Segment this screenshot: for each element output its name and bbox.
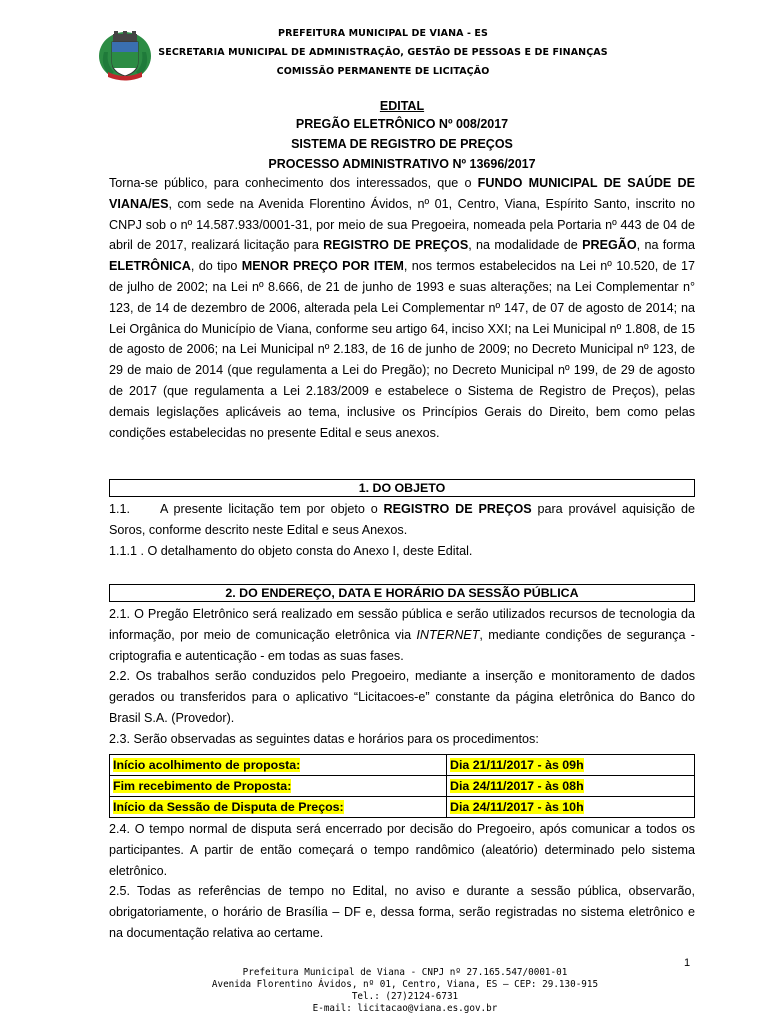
title-pregao: PREGÃO ELETRÔNICO Nº 008/2017 [295, 117, 509, 131]
title-edital: EDITAL [379, 99, 425, 113]
title-sistema: SISTEMA DE REGISTRO DE PREÇOS [291, 137, 513, 151]
footer-cnpj: Prefeitura Municipal de Viana - CNPJ nº 27.165.547/0001-01 [242, 967, 568, 978]
header-secretaria: SECRETARIA MUNICIPAL DE ADMINISTRAÇÃO, GESTÃO DE PESSOAS E DE FINANÇAS [158, 47, 608, 58]
table-row [110, 755, 695, 776]
paragraph-2-2: 2.2. Os trabalhos serão conduzidos pelo Pregoeiro, mediante a inserção e monitoramento de dados gerados ou transferidos para o aplicativo “Licitacoes-e” constante da página eletrônica do Banco do Brasil S.A. (Provedor). [109, 669, 695, 725]
date-label: Início acolhimento de proposta: [113, 758, 301, 772]
document-titles [109, 98, 695, 174]
paragraph-2-5: 2.5. Todas as referências de tempo no Edital, no aviso e durante a sessão pública, observarão, obrigatoriamente, o horário de Brasília – DF e, dessa forma, serão registradas no sistema eletrônico e na documentação relativa ao certame. [109, 884, 695, 940]
paragraph-2-3: 2.3. Serão observadas as seguintes datas e horários para os procedimentos: [109, 731, 539, 746]
paragraph-1-1: 1.1. A presente licitação tem por objeto o REGISTRO DE PREÇOS para provável aquisição de Soros, conforme descrito neste Edital e seus Anexos. [109, 502, 695, 537]
date-label: Fim recebimento de Proposta: [113, 779, 292, 793]
date-value: Dia 21/11/2017 - às 09h [450, 758, 584, 772]
title-processo: PROCESSO ADMINISTRATIVO Nº 13696/2017 [268, 157, 536, 171]
document-footer [150, 967, 660, 1015]
table-row [110, 776, 695, 797]
section-1-body [109, 499, 695, 561]
date-value: Dia 24/11/2017 - às 10h [450, 800, 584, 814]
section-2-heading: 2. DO ENDEREÇO, DATA E HORÁRIO DA SESSÃO PÚBLICA [109, 584, 695, 602]
date-label: Início da Sessão de Disputa de Preços: [113, 800, 344, 814]
header-prefeitura: PREFEITURA MUNICIPAL DE VIANA - ES [278, 28, 488, 39]
dates-table [109, 754, 695, 818]
section-2-body [109, 604, 695, 750]
paragraph-1-1-1: 1.1.1 . O detalhamento do objeto consta do Anexo I, deste Edital. [109, 543, 473, 558]
footer-phone: Tel.: (27)2124-6731 [351, 991, 459, 1002]
header-comissao: COMISSÃO PERMANENTE DE LICITAÇÃO [276, 66, 490, 77]
section-2-continued [109, 819, 695, 944]
paragraph-2-4: 2.4. O tempo normal de disputa será encerrado por decisão do Pregoeiro, após comunicar a todos os participantes. A partir de então começará o tempo randômico (aleatório) determinado pelo sistema eletrônico. [109, 822, 695, 878]
date-value: Dia 24/11/2017 - às 08h [450, 779, 584, 793]
section-1-heading: 1. DO OBJETO [109, 479, 695, 497]
footer-email-line: E-mail: licitacao@viana.es.gov.br [312, 1003, 498, 1014]
footer-email-link[interactable]: licitacao@viana.es.gov.br [357, 1003, 498, 1014]
footer-address: Avenida Florentino Ávidos, nº 01, Centro, Viana, ES – CEP: 29.130-915 [211, 979, 599, 990]
paragraph-2-1: 2.1. O Pregão Eletrônico será realizado em sessão pública e serão utilizados recursos de tecnologia da informação, por meio de comunicação eletrônica via INTERNET, mediante condições de segurança - criptografia e autenticação - em todas as suas fases. [109, 607, 695, 663]
document-header [96, 24, 670, 81]
intro-paragraph: Torna-se público, para conhecimento dos interessados, que o FUNDO MUNICIPAL DE SAÚDE DE VIANA/ES, com sede na Avenida Florentino Ávidos, nº 01, Centro, Viana, Espírito Santo, inscrito no CNPJ sob o nº 14.587.933/0001-31, por meio de sua Pregoeira, nomeada pela Portaria nº 443 de 04 de abril de 2017, realizará licitação para REGISTRO DE PREÇOS, na modalidade de PREGÃO, na forma ELETRÔNICA, do tipo MENOR PREÇO POR ITEM, nos termos estabelecidos na Lei nº 10.520, de 17 de julho de 2002; na Lei nº 8.666, de 21 de junho de 1993 e suas alterações; na Lei Complementar n° 123, de 14 de dezembro de 2006, alterada pela Lei Complementar nº 147, de 07 de agosto de 2014; na Lei Orgânica do Município de Viana, conforme seu artigo 64, inciso XXI; na Lei Municipal nº 1.808, de 15 de agosto de 2006; na Lei Municipal nº 2.183, de 16 de junho de 2009; no Decreto Municipal nº 123, de 29 de maio de 2014 (que regulamenta a Lei do Pregão); no Decreto Municipal nº 199, de 29 de agosto de 2017 (que regulamenta a Lei 2.183/2009 e estabelece o Sistema de Registro de Preços), pelas demais legislações aplicáveis ao tema, inclusive os Princípios Gerais do Direito, bem como pelas condições estabelecidas no presente Edital e seus anexos. [109, 176, 695, 440]
table-row [110, 797, 695, 818]
page-number: 1 [684, 957, 691, 969]
